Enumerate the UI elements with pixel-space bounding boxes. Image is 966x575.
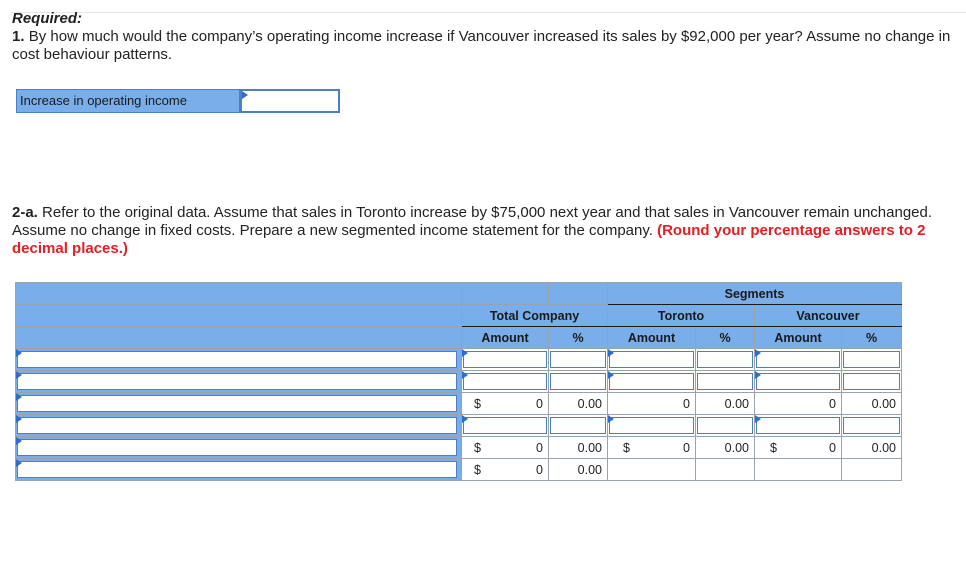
va-amount-input[interactable] (755, 371, 842, 393)
input-marker-icon (755, 371, 761, 379)
tc-amount-cell (462, 437, 549, 459)
va-percent-input[interactable] (842, 371, 902, 393)
question-2a-number: 2-a. (12, 204, 38, 221)
tc-percent-input[interactable] (549, 349, 608, 371)
input-marker-icon (462, 415, 468, 423)
to-amount-value: 0 (683, 397, 690, 411)
to-percent-value: 0.00 (724, 441, 749, 455)
segments-header: Segments (608, 283, 902, 305)
to-percent-cell (696, 437, 755, 459)
row-label-input[interactable] (16, 415, 462, 437)
tc-percent-input[interactable] (549, 415, 608, 437)
table-row (16, 437, 902, 459)
row-label-input[interactable] (16, 371, 462, 393)
input-marker-icon (16, 393, 22, 401)
va-amount-cell (755, 393, 842, 415)
to-amount-cell (608, 393, 696, 415)
va-percent-input[interactable] (842, 349, 902, 371)
to-amount-input[interactable] (608, 349, 696, 371)
tc-percent-header: % (549, 327, 608, 349)
va-amount-header: Amount (755, 327, 842, 349)
tc-percent-value: 0.00 (577, 441, 602, 455)
input-marker-icon (16, 437, 22, 445)
input-marker-icon (608, 371, 614, 379)
top-divider (12, 12, 966, 13)
tc-amount-cell (462, 459, 549, 481)
question-2a-text: Refer to the original data. Assume that sales in Toronto increase by $75,000 next year and that sales in Vancouver remain unchanged. Assume no change in fixed costs. Prepare a new segmented income statement for the company. (12, 204, 933, 239)
currency-symbol: $ (474, 397, 481, 411)
question-2a-instruction: (Round your percentage answers to 2 decimal places.) (12, 222, 926, 257)
input-marker-icon (462, 349, 468, 357)
tc-amount-value: 0 (536, 463, 543, 477)
va-amount-cell (755, 437, 842, 459)
to-percent-input[interactable] (696, 349, 755, 371)
to-percent-value: 0.00 (724, 397, 749, 411)
currency-symbol: $ (474, 441, 481, 455)
tc-percent-value: 0.00 (577, 463, 602, 477)
row-label-input[interactable] (16, 393, 462, 415)
tc-amount-value: 0 (536, 397, 543, 411)
tc-percent-cell (549, 459, 608, 481)
to-percent-header: % (696, 327, 755, 349)
input-marker-icon (462, 371, 468, 379)
va-amount-value: 0 (829, 397, 836, 411)
to-amount-cell (608, 459, 696, 481)
question-1-number: 1. (12, 28, 25, 45)
tc-amount-value: 0 (536, 441, 543, 455)
tc-percent-cell (549, 393, 608, 415)
to-amount-cell (608, 437, 696, 459)
va-percent-cell (842, 459, 902, 481)
table-row (16, 349, 902, 371)
row-label-input[interactable] (16, 349, 462, 371)
vancouver-header: Vancouver (755, 305, 902, 327)
tc-amount-header: Amount (462, 327, 549, 349)
input-marker-icon (755, 415, 761, 423)
va-percent-cell (842, 437, 902, 459)
increase-input[interactable] (240, 89, 340, 113)
to-percent-cell (696, 459, 755, 481)
input-marker-icon (16, 371, 22, 379)
segmented-income-statement (15, 282, 902, 481)
va-amount-input[interactable] (755, 415, 842, 437)
tc-amount-input[interactable] (462, 415, 549, 437)
table-row (16, 371, 902, 393)
increase-row (16, 89, 340, 113)
input-marker-icon (242, 91, 248, 99)
tc-amount-input[interactable] (462, 349, 549, 371)
increase-label: Increase in operating income (16, 89, 240, 113)
currency-symbol: $ (623, 441, 630, 455)
to-amount-input[interactable] (608, 415, 696, 437)
input-marker-icon (16, 415, 22, 423)
row-label-input[interactable] (16, 459, 462, 481)
header-row-segments (16, 283, 902, 305)
to-amount-header: Amount (608, 327, 696, 349)
header-row-columns (16, 327, 902, 349)
tc-percent-cell (549, 437, 608, 459)
tc-percent-input[interactable] (549, 371, 608, 393)
to-amount-value: 0 (683, 441, 690, 455)
question-1-text: By how much would the company’s operating income increase if Vancouver increased its sales by $92,000 per year? Assume no change in cost behaviour patterns. (12, 28, 951, 63)
total-company-header: Total Company (462, 305, 608, 327)
input-marker-icon (16, 459, 22, 467)
tc-amount-input[interactable] (462, 371, 549, 393)
table-row (16, 459, 902, 481)
currency-symbol: $ (474, 463, 481, 477)
toronto-header: Toronto (608, 305, 755, 327)
tc-amount-cell (462, 393, 549, 415)
tc-percent-value: 0.00 (577, 397, 602, 411)
table-row (16, 393, 902, 415)
to-amount-input[interactable] (608, 371, 696, 393)
input-marker-icon (755, 349, 761, 357)
header-row-groups (16, 305, 902, 327)
to-percent-cell (696, 393, 755, 415)
input-marker-icon (16, 349, 22, 357)
va-percent-value: 0.00 (871, 441, 896, 455)
question-1 (12, 28, 952, 64)
va-amount-input[interactable] (755, 349, 842, 371)
va-amount-cell (755, 459, 842, 481)
question-2a (12, 204, 952, 258)
va-percent-input[interactable] (842, 415, 902, 437)
to-percent-input[interactable] (696, 415, 755, 437)
va-amount-value: 0 (829, 441, 836, 455)
row-label-input[interactable] (16, 437, 462, 459)
table-row (16, 415, 902, 437)
input-marker-icon (608, 349, 614, 357)
va-percent-value: 0.00 (871, 397, 896, 411)
input-marker-icon (608, 415, 614, 423)
va-percent-header: % (842, 327, 902, 349)
required-heading: Required: (12, 10, 83, 27)
va-percent-cell (842, 393, 902, 415)
currency-symbol: $ (770, 441, 777, 455)
to-percent-input[interactable] (696, 371, 755, 393)
